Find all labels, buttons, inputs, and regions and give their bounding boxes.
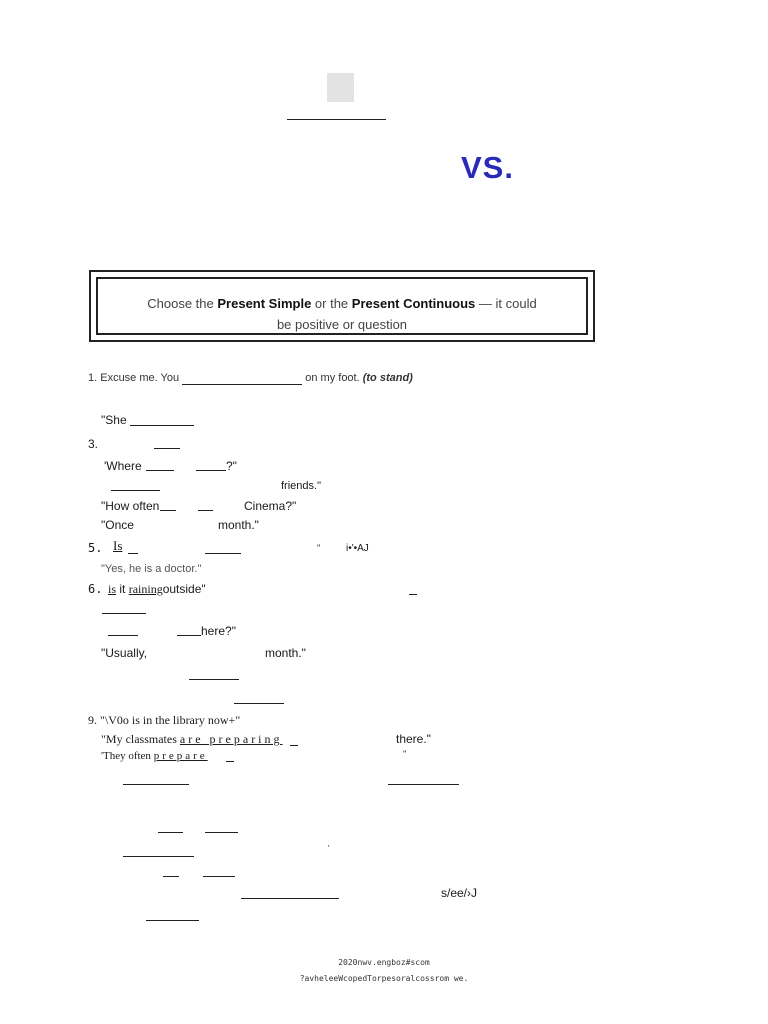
instruction-present-simple: Present Simple — [217, 296, 312, 311]
question-3-blank-a[interactable] — [154, 448, 180, 449]
question-5-blank-b[interactable] — [205, 553, 241, 554]
question-9-blank-a[interactable] — [290, 745, 298, 746]
question-5-number: 5. — [88, 541, 103, 555]
question-12-blank-d[interactable] — [146, 920, 199, 921]
question-9-they-label: 'They often — [101, 750, 151, 762]
question-6-raining: raining — [128, 582, 163, 596]
title-underline — [287, 119, 386, 120]
question-1-blank[interactable] — [182, 373, 302, 385]
question-11-tick: ' — [328, 844, 330, 853]
question-10-blank-b[interactable] — [388, 784, 459, 785]
question-6-line — [108, 582, 206, 596]
question-3-qmark: ?" — [226, 459, 237, 473]
question-6-blank-a[interactable] — [409, 594, 417, 595]
instruction-line2: be positive or question — [276, 317, 408, 332]
question-5-is: Is — [113, 538, 123, 553]
instruction-box — [89, 270, 595, 342]
question-9-blank-b[interactable] — [226, 761, 234, 762]
instruction-box-inner — [96, 277, 588, 335]
instruction-mid: or the — [311, 296, 352, 311]
instruction-present-continuous: Present Continuous — [351, 296, 476, 311]
question-3-once: "Once — [101, 518, 134, 532]
question-6-it: it — [119, 582, 126, 596]
question-12-see: s/ee/›J — [441, 886, 478, 900]
question-1-hint: (to stand) — [362, 372, 413, 384]
question-3-blank-b[interactable] — [146, 470, 174, 471]
question-8-blank-a[interactable] — [189, 679, 239, 680]
question-6-number: 6. — [88, 582, 103, 596]
question-3-blank-d[interactable] — [111, 490, 160, 491]
question-7-usually: "Usually, — [101, 646, 148, 660]
question-3-blank-f[interactable] — [198, 510, 213, 511]
question-9-they — [101, 749, 208, 763]
instruction-pre: Choose the — [147, 296, 218, 311]
question-1-text: 1. Excuse me. You — [88, 372, 180, 384]
question-3-friends: friends." — [281, 480, 321, 492]
question-1-end: on my foot. — [305, 372, 360, 384]
question-3-month: month." — [218, 518, 259, 532]
question-5-answer: "Yes, he is a doctor." — [101, 563, 202, 575]
question-2-she: "She — [101, 413, 127, 427]
question-8-blank-b[interactable] — [234, 703, 284, 704]
question-3-cinema: Cinema?" — [244, 499, 297, 513]
question-7-blank-a[interactable] — [108, 635, 138, 636]
question-12-blank-b[interactable] — [203, 876, 235, 877]
question-6-blank-b[interactable] — [102, 613, 146, 614]
question-1 — [88, 371, 413, 385]
question-9-classmates — [101, 732, 283, 746]
question-9-classmates-label: "My classmates — [101, 732, 177, 746]
question-7-here: here?" — [201, 624, 236, 638]
question-9-quote: " — [403, 749, 407, 759]
question-7-blank-b[interactable] — [177, 635, 201, 636]
question-10-blank-a[interactable] — [123, 784, 189, 785]
instruction-text — [98, 293, 586, 335]
header-image-placeholder — [327, 73, 354, 102]
question-11-blank-a[interactable] — [158, 832, 183, 833]
question-6-outside: outside" — [162, 582, 206, 596]
question-3-where: 'Where — [104, 459, 142, 473]
question-12-blank-c[interactable] — [241, 898, 339, 899]
question-3-blank-e[interactable] — [160, 510, 176, 511]
question-5-noise: i•'•AJ — [346, 543, 369, 554]
question-11-blank-b[interactable] — [205, 832, 238, 833]
footer-copyright: ?avheleeWcopedTorpesoralcossrom we. — [299, 974, 469, 983]
question-9-there: there." — [396, 732, 431, 746]
question-9-prepare: prepare — [153, 750, 208, 762]
question-11-blank-c[interactable] — [123, 856, 194, 857]
question-7-month: month." — [265, 646, 306, 660]
vs-heading: VS. — [461, 150, 514, 185]
question-3-how-often: "How often — [101, 499, 160, 513]
instruction-post: — it could — [475, 296, 537, 311]
question-5-quote: " — [317, 543, 321, 553]
question-3-blank-c[interactable] — [196, 470, 226, 471]
question-12-blank-a[interactable] — [163, 876, 179, 877]
question-6-is: is — [108, 582, 117, 596]
question-2-blank[interactable] — [130, 425, 194, 426]
question-9-text: 9. "\V0o is in the library now+" — [88, 713, 241, 727]
footer-url: 2020nwv.engboz#scom — [338, 958, 430, 967]
question-3-number: 3. — [88, 437, 99, 451]
question-5-blank-a[interactable] — [128, 553, 138, 554]
question-9-are-preparing: are preparing — [179, 732, 283, 746]
